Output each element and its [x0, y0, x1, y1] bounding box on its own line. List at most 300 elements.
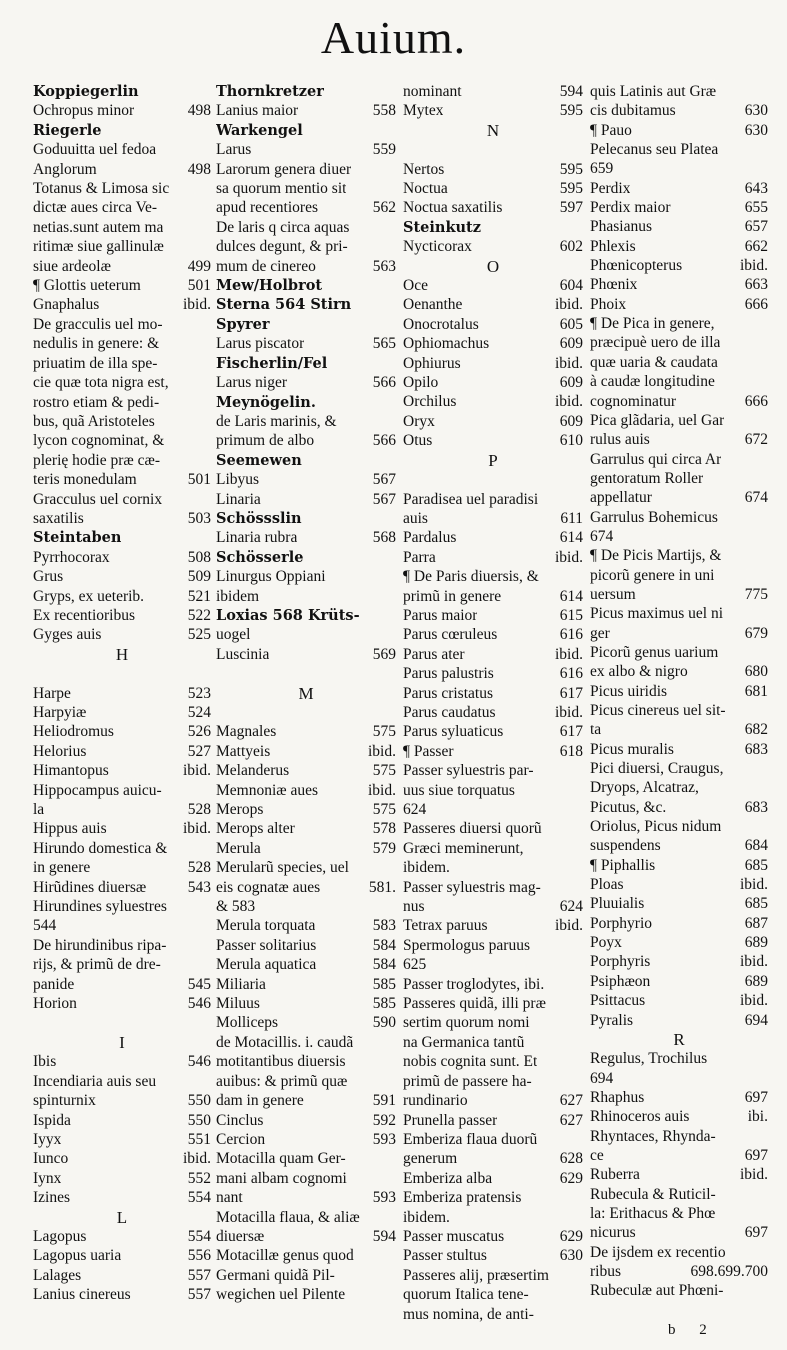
entry-text: Hirundo domestica &: [33, 839, 168, 857]
index-entry: [403, 431, 583, 450]
blank-line: [403, 140, 583, 159]
entry-text: Parus ater: [403, 645, 465, 663]
index-entry: [216, 1072, 396, 1091]
index-entry: [216, 1111, 396, 1130]
entry-text: appellatur: [590, 489, 652, 507]
index-entry: [216, 276, 396, 295]
index-entry: [216, 587, 396, 606]
index-entry: [403, 722, 583, 741]
entry-text: apud recentiores: [216, 199, 318, 217]
page-number: 593: [372, 1130, 396, 1148]
entry-text: Parus palustris: [403, 665, 494, 683]
index-entry: [216, 373, 396, 392]
index-entry: [33, 237, 211, 256]
entry-text: Pluuialis: [590, 895, 645, 913]
entry-text: 544: [33, 917, 57, 935]
index-entry: [590, 933, 768, 952]
entry-text: quis Latinis aut Græ: [590, 83, 717, 100]
index-entry: [33, 1169, 211, 1188]
entry-text: ibidem: [216, 587, 260, 605]
entry-text: Larus niger: [216, 374, 288, 392]
entry-text: uersum: [590, 585, 636, 603]
entry-text: Miluus: [216, 995, 260, 1013]
page-number: 694: [744, 1011, 768, 1029]
entry-text: Steinkutz: [403, 218, 481, 236]
entry-text: Ex recentioribus: [33, 606, 136, 624]
index-entry: [403, 509, 583, 528]
index-entry: [590, 140, 768, 159]
page-number: 627: [559, 1111, 583, 1129]
index-entry: [590, 179, 768, 198]
index-entry: [33, 412, 211, 431]
page-number: 550: [187, 1092, 211, 1110]
entry-text: picorũ genere in uni: [590, 566, 715, 584]
entry-text: Larus: [216, 141, 252, 159]
index-entry: [590, 1069, 768, 1088]
page-number: 643: [744, 179, 768, 197]
entry-text: Lalages: [33, 1266, 82, 1284]
index-entry: [33, 121, 211, 140]
index-entry: [33, 179, 211, 198]
page-number: 550: [187, 1111, 211, 1129]
index-entry: [33, 140, 211, 159]
entry-text: Pardalus: [403, 529, 457, 547]
index-entry: [216, 955, 396, 974]
page-number: 498: [187, 102, 211, 120]
index-entry: [590, 1223, 768, 1242]
index-entry: [33, 509, 211, 528]
index-entry: [403, 1072, 583, 1091]
entry-text: Onocrotalus: [403, 315, 479, 333]
entry-text: Picus maximus uel ni: [590, 605, 724, 623]
entry-text: motitantibus diuersis: [216, 1053, 346, 1071]
page-number: 546: [187, 995, 211, 1013]
index-entry: [216, 839, 396, 858]
index-entry: [590, 527, 768, 546]
entry-text: Emberiza pratensis: [403, 1189, 522, 1207]
entry-text: I: [119, 1032, 125, 1052]
index-entry: [590, 875, 768, 894]
index-entry: [216, 858, 396, 877]
entry-text: sa quorum mentio sit: [216, 180, 347, 198]
index-entry: [590, 624, 768, 643]
index-entry: [590, 1243, 768, 1262]
page-number: ibid.: [555, 354, 583, 372]
blank-line: [33, 664, 211, 683]
page-number: ibid.: [740, 953, 768, 971]
index-entry: [403, 994, 583, 1013]
entry-text: la: Erithacus & Phœ: [590, 1204, 716, 1222]
page-number: 567: [372, 490, 396, 508]
index-entry: [403, 548, 583, 567]
index-entry: [33, 975, 211, 994]
page-number: ibid.: [555, 296, 583, 314]
index-entry: [403, 975, 583, 994]
index-entry: [216, 567, 396, 586]
page-number: 618: [559, 742, 583, 760]
page-number: 546: [187, 1053, 211, 1071]
entry-text: Harpyiæ: [33, 703, 87, 721]
page-number: 628: [559, 1150, 583, 1168]
entry-text: Ibis: [33, 1053, 57, 1071]
page-number: 554: [187, 1189, 211, 1207]
page-number: 594: [559, 83, 583, 100]
page-number: 585: [372, 995, 396, 1013]
page-number: 556: [187, 1247, 211, 1265]
index-entry: [33, 722, 211, 741]
page-number: 609: [559, 335, 583, 353]
index-entry: [33, 101, 211, 120]
entry-text: Totanus & Limosa sic: [33, 180, 170, 198]
entry-text: Schössslin: [216, 509, 302, 527]
index-entry: [33, 1130, 211, 1149]
index-entry: [33, 878, 211, 897]
page-number: 611: [560, 509, 583, 527]
index-entry: [590, 101, 768, 120]
entry-text: Fischerlin/Fel: [216, 354, 328, 372]
entry-text: la: [33, 801, 45, 819]
entry-text: Passer muscatus: [403, 1227, 505, 1245]
page-number: 551: [187, 1130, 211, 1148]
index-entry: [590, 778, 768, 797]
page-number: 527: [187, 742, 211, 760]
index-entry: [590, 836, 768, 855]
index-entry: [33, 703, 211, 722]
entry-text: Melanderus: [216, 762, 290, 780]
index-entry: [590, 392, 768, 411]
index-entry: [33, 470, 211, 489]
entry-text: Picus muralis: [590, 740, 674, 758]
index-entry: [590, 682, 768, 701]
index-entry: [590, 508, 768, 527]
entry-text: ta: [590, 721, 602, 739]
index-entry: [33, 955, 211, 974]
page-number: 685: [744, 895, 768, 913]
index-entry: [33, 1111, 211, 1130]
entry-text: Prunella passer: [403, 1111, 498, 1129]
entry-text: Hippus auis: [33, 820, 107, 838]
entry-text: Garrulus Bohemicus: [590, 508, 718, 526]
entry-text: Grus: [33, 568, 64, 586]
index-entry: [590, 1011, 768, 1030]
index-entry: [216, 82, 396, 101]
page-number: 680: [744, 663, 768, 681]
entry-text: Parus caudatus: [403, 703, 496, 721]
index-entry: [33, 451, 211, 470]
index-entry: [590, 275, 768, 294]
entry-text: de Laris marinis, &: [216, 412, 337, 430]
entry-text: Psiphæon: [590, 972, 651, 990]
signature-mark: b 2: [668, 1322, 717, 1338]
page-number: 775: [744, 585, 768, 603]
page-number: ibid.: [555, 703, 583, 721]
entry-text: Goduuitta uel fedoa: [33, 141, 157, 159]
index-entry: [33, 334, 211, 353]
index-entry: [590, 430, 768, 449]
blank-line: [403, 470, 583, 489]
entry-text: præcipuè uero de illa: [590, 334, 721, 352]
entry-text: Picutus, &c.: [590, 798, 667, 816]
entry-text: Garrulus qui circa Ar: [590, 450, 722, 468]
page-number: 594: [372, 1227, 396, 1245]
entry-text: Poyx: [590, 934, 622, 952]
entry-text: ¶ De Pica in genere,: [590, 315, 715, 333]
index-entry: [403, 1227, 583, 1246]
index-entry: [33, 315, 211, 334]
index-entry: [590, 817, 768, 836]
index-entry: [403, 916, 583, 935]
page-number: 616: [559, 665, 583, 683]
page-number: 499: [187, 257, 211, 275]
index-entry: [590, 952, 768, 971]
index-entry: [33, 431, 211, 450]
index-column-1: [33, 82, 211, 1305]
index-entry: [216, 1013, 396, 1032]
index-entry: [590, 604, 768, 623]
page-number: 579: [372, 839, 396, 857]
page-number: 687: [744, 914, 768, 932]
index-entry: [216, 878, 396, 897]
entry-text: Horion: [33, 995, 77, 1013]
page-number: 563: [372, 257, 396, 275]
page-number: 610: [559, 432, 583, 450]
entry-text: Passeres alij, præsertim: [403, 1266, 549, 1284]
page-number: 629: [559, 1169, 583, 1187]
index-entry: [590, 662, 768, 681]
index-entry: [403, 567, 583, 586]
entry-text: ibidem.: [403, 859, 450, 877]
page-number: ibid.: [183, 820, 211, 838]
page-number: 552: [187, 1169, 211, 1187]
index-entry: [33, 528, 211, 547]
index-entry: [216, 528, 396, 547]
page-number: 566: [372, 432, 396, 450]
index-entry: [216, 800, 396, 819]
index-entry: [216, 101, 396, 120]
letter-heading: [403, 257, 583, 276]
index-entry: [403, 800, 583, 819]
entry-text: Germani quidã Pil-: [216, 1266, 335, 1284]
index-entry: [403, 819, 583, 838]
index-entry: [216, 1033, 396, 1052]
index-entry: [216, 1091, 396, 1110]
entry-text: Ophiurus: [403, 354, 461, 372]
page-number: 697: [744, 1088, 768, 1106]
page-number: 557: [187, 1286, 211, 1304]
page-number: 575: [372, 762, 396, 780]
entry-text: Spermologus paruus: [403, 936, 531, 954]
entry-text: nominant: [403, 83, 462, 100]
entry-text: Picus cinereus uel sit-: [590, 702, 726, 719]
page-number: 624: [559, 898, 583, 916]
entry-text: dulces degunt, & pri-: [216, 238, 348, 256]
page-number: 592: [372, 1111, 396, 1129]
page-number: 524: [187, 703, 211, 721]
entry-text: Tetrax paruus: [403, 917, 488, 935]
index-entry: [590, 82, 768, 101]
entry-text: Emberiza alba: [403, 1169, 493, 1187]
page-number: 584: [372, 956, 396, 974]
entry-text: Linaria: [216, 490, 261, 508]
page-number: ibid.: [740, 992, 768, 1010]
index-column-3: [403, 82, 583, 1324]
index-entry: [33, 1285, 211, 1304]
entry-text: Lagopus uaria: [33, 1247, 122, 1265]
entry-text: nus: [403, 898, 425, 916]
entry-text: De gracculis uel mo-: [33, 315, 163, 333]
index-entry: [403, 936, 583, 955]
entry-text: Rubecula & Ruticil-: [590, 1185, 716, 1203]
entry-text: netias.sunt autem ma: [33, 218, 164, 236]
page-number: 557: [187, 1266, 211, 1284]
entry-text: ribus: [590, 1262, 621, 1280]
entry-text: Mattyeis: [216, 742, 271, 760]
entry-text: quæ uaria & caudata: [590, 353, 718, 371]
index-entry: [216, 722, 396, 741]
entry-text: de Motacillis. i. caudã: [216, 1033, 354, 1051]
entry-text: Merops: [216, 801, 264, 818]
entry-text: plerię hodie præ cæ-: [33, 451, 160, 469]
entry-text: na Germanica tantũ: [403, 1033, 525, 1051]
index-entry: [216, 121, 396, 140]
entry-text: Pelecanus seu Platea: [590, 141, 719, 159]
index-entry: [590, 991, 768, 1010]
entry-text: P: [488, 450, 498, 470]
page-number: ibid.: [555, 917, 583, 935]
index-entry: [216, 1130, 396, 1149]
page-number: 683: [744, 740, 768, 758]
index-entry: [216, 936, 396, 955]
entry-text: Spyrer: [216, 315, 270, 333]
entry-text: Iunco: [33, 1150, 69, 1168]
page-number: 614: [559, 587, 583, 605]
entry-text: Parus cœruleus: [403, 626, 498, 644]
letter-heading: [33, 1033, 211, 1052]
letter-heading: [33, 645, 211, 664]
entry-text: rijs, & primũ de dre-: [33, 956, 161, 974]
page-number: 509: [187, 568, 211, 586]
index-entry: [33, 800, 211, 819]
index-entry: [590, 295, 768, 314]
entry-text: rundinario: [403, 1092, 468, 1110]
entry-text: priuatim de illa spe-: [33, 354, 158, 372]
page-number: 528: [187, 859, 211, 877]
letter-heading: [590, 1030, 768, 1049]
entry-text: Lanius cinereus: [33, 1286, 131, 1304]
entry-text: Pyrrhocorax: [33, 548, 110, 566]
entry-text: eis cognatæ aues: [216, 878, 321, 896]
entry-text: wegichen uel Pilente: [216, 1286, 346, 1304]
entry-text: M: [298, 683, 314, 703]
page-number: 503: [187, 509, 211, 527]
entry-text: Ploas: [590, 876, 624, 894]
index-entry: [403, 858, 583, 877]
index-entry: [33, 276, 211, 295]
entry-text: Anglorum: [33, 160, 97, 178]
entry-text: auibus: & primũ quæ: [216, 1072, 348, 1090]
page-number: 545: [187, 975, 211, 993]
page-number: 682: [744, 721, 768, 739]
index-entry: [403, 198, 583, 217]
index-entry: [590, 1146, 768, 1165]
letter-heading: [403, 451, 583, 470]
index-entry: [216, 509, 396, 528]
index-entry: [216, 625, 396, 644]
index-entry: [403, 1208, 583, 1227]
entry-text: Riegerle: [33, 121, 102, 139]
page-number: 685: [744, 856, 768, 874]
index-entry: [403, 237, 583, 256]
index-entry: [216, 1227, 396, 1246]
page-number: 575: [372, 801, 396, 818]
index-entry: [216, 179, 396, 198]
page-number: 655: [744, 199, 768, 217]
index-entry: [216, 645, 396, 664]
index-entry: [590, 198, 768, 217]
entry-text: Merops alter: [216, 820, 295, 838]
index-entry: [403, 1285, 583, 1304]
page-number: 501: [187, 471, 211, 489]
index-entry: [216, 140, 396, 159]
entry-text: rulus auis: [590, 431, 650, 449]
page-number: 522: [187, 606, 211, 624]
entry-text: cie quæ tota nigra est,: [33, 374, 169, 392]
entry-text: in genere: [33, 859, 91, 877]
entry-text: Iyyx: [33, 1130, 62, 1148]
entry-text: Himantopus: [33, 762, 109, 780]
page-number: 508: [187, 548, 211, 566]
index-entry: [216, 198, 396, 217]
page-number: 558: [372, 102, 396, 120]
index-entry: [216, 994, 396, 1013]
index-entry: [33, 567, 211, 586]
page-number: ibid.: [555, 548, 583, 566]
page-number: ibi.: [747, 1108, 768, 1126]
entry-text: Merularũ species, uel: [216, 859, 349, 877]
page-number: 683: [744, 798, 768, 816]
page-number: ibid.: [183, 1150, 211, 1168]
index-entry: [33, 354, 211, 373]
entry-text: suspendens: [590, 837, 661, 855]
entry-text: O: [486, 256, 500, 276]
index-entry: [216, 1266, 396, 1285]
page-number: ibid.: [555, 645, 583, 663]
index-entry: [33, 897, 211, 916]
index-entry: [216, 490, 396, 509]
index-entry: [33, 548, 211, 567]
entry-text: Koppiegerlin: [33, 83, 139, 100]
index-entry: [403, 315, 583, 334]
index-entry: [590, 914, 768, 933]
index-entry: [33, 1091, 211, 1110]
index-entry: [33, 1188, 211, 1207]
index-column-4: [590, 82, 768, 1301]
page-title: Auium.: [320, 12, 467, 63]
entry-text: Gryps, ex ueterib.: [33, 587, 145, 605]
entry-text: generum: [403, 1150, 458, 1168]
index-entry: [403, 1033, 583, 1052]
index-entry: [590, 759, 768, 778]
entry-text: cognominatur: [590, 392, 677, 410]
index-entry: [33, 994, 211, 1013]
page-number: 521: [187, 587, 211, 605]
entry-text: Meynögelin.: [216, 393, 316, 411]
entry-text: ¶ Glottis ueterum: [33, 277, 141, 295]
index-entry: [590, 121, 768, 140]
index-entry: [33, 1149, 211, 1168]
page-number: 595: [559, 160, 583, 178]
page-number: 585: [372, 975, 396, 993]
